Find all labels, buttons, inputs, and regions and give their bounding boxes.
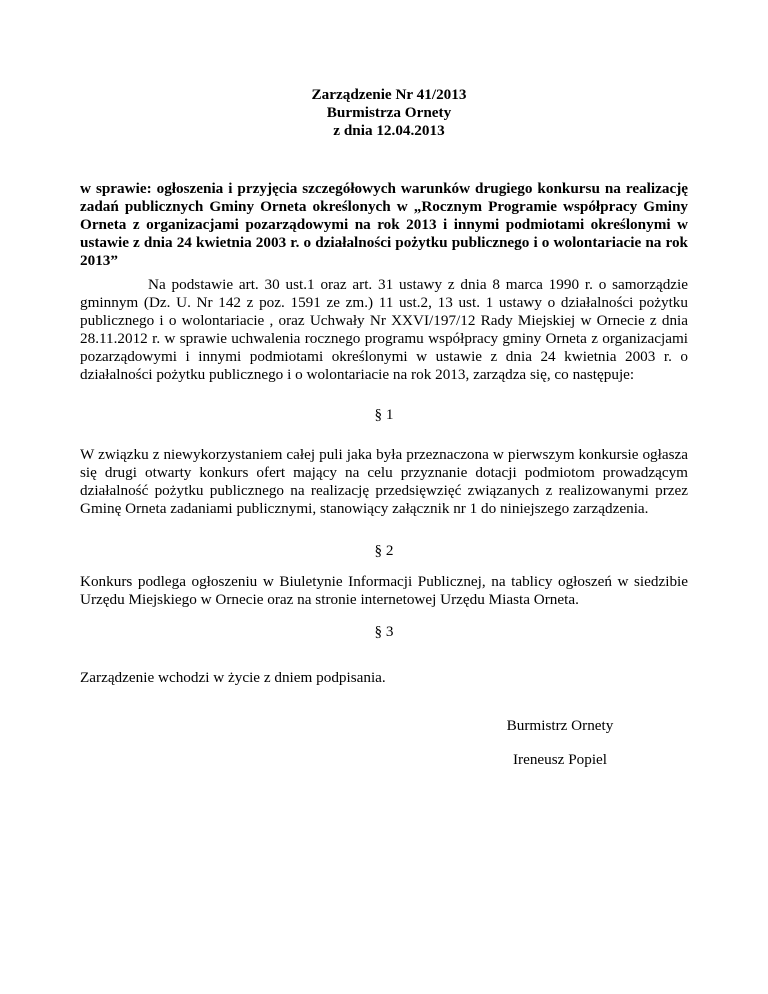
signature-name: Ireneusz Popiel (512, 751, 608, 768)
section-2-mark: § 2 (374, 542, 394, 559)
section-2-text (80, 573, 688, 609)
title-line-date: z dnia 12.04.2013 (333, 122, 445, 139)
section-1-paragraph: W związku z niewykorzystaniem całej puli jaka była przeznaczona w pierwszym konkursie ogłasza się drugi otwarty konkurs ofert mający na celu przyznanie dotacji podmiotom prowadzącym działalność pożytku publicznego na realizację przedsięwzięć związanych z realizowanymi przez Gminę Orneta zadaniami publicznymi, stanowiący załącznik nr 1 do niniejszego zarządzenia. (80, 446, 688, 517)
section-3-text (80, 669, 688, 687)
signature-title: Burmistrz Ornety (506, 717, 614, 734)
section-2-paragraph: Konkurs podlega ogłoszeniu w Biuletynie Informacji Publicznej, na tablicy ogłoszeń w siedzibie Urzędu Miejskiego w Ornecie oraz na stronie internetowej Urzędu Miasta Orneta. (80, 573, 688, 608)
legal-basis-text: Na podstawie art. 30 ust.1 oraz art. 31 ustawy z dnia 8 marca 1990 r. o samorządzie gminnym (Dz. U. Nr 142 z poz. 1591 ze zm.) 11 ust.2, 13 ust. 1 ustawy o działalności pożytku publicznego i o wolontariacie , oraz Uchwały Nr XXVI/197/12 Rady Miejskiej w Ornecie z dnia 28.11.2012 r. w sprawie uchwalenia rocznego programu współpracy gminy Orneta z organizacjami pozarządowymi i innymi podmiotami określonymi w ustawie z dnia 24 kwietnia 2003 r. o działalności pożytku publicznego i o wolontariacie na rok 2013, zarządza się, co następuje: (80, 276, 688, 383)
section-3-mark: § 3 (374, 623, 394, 640)
title-line-ordinance-number: Zarządzenie Nr 41/2013 (311, 86, 467, 103)
subject-text: w sprawie: ogłoszenia i przyjęcia szczegółowych warunków drugiego konkursu na realizację zadań publicznych Gminy Orneta określonych w „Rocznym Programie współpracy Gminy Orneta z organizacjami pozarządowymi na rok 2013 i innymi podmiotami określonymi w ustawie z dnia 24 kwietnia 2003 r. o działalności pożytku publicznego i o wolontariacie na rok 2013” (80, 180, 688, 269)
legal-basis (80, 276, 688, 384)
section-1-mark: § 1 (374, 406, 394, 423)
section-3-paragraph: Zarządzenie wchodzi w życie z dniem podpisania. (80, 669, 386, 686)
document-title (294, 86, 484, 140)
title-line-issuer: Burmistrza Ornety (326, 104, 452, 121)
section-1-text (80, 446, 688, 518)
document-subject (80, 180, 688, 270)
